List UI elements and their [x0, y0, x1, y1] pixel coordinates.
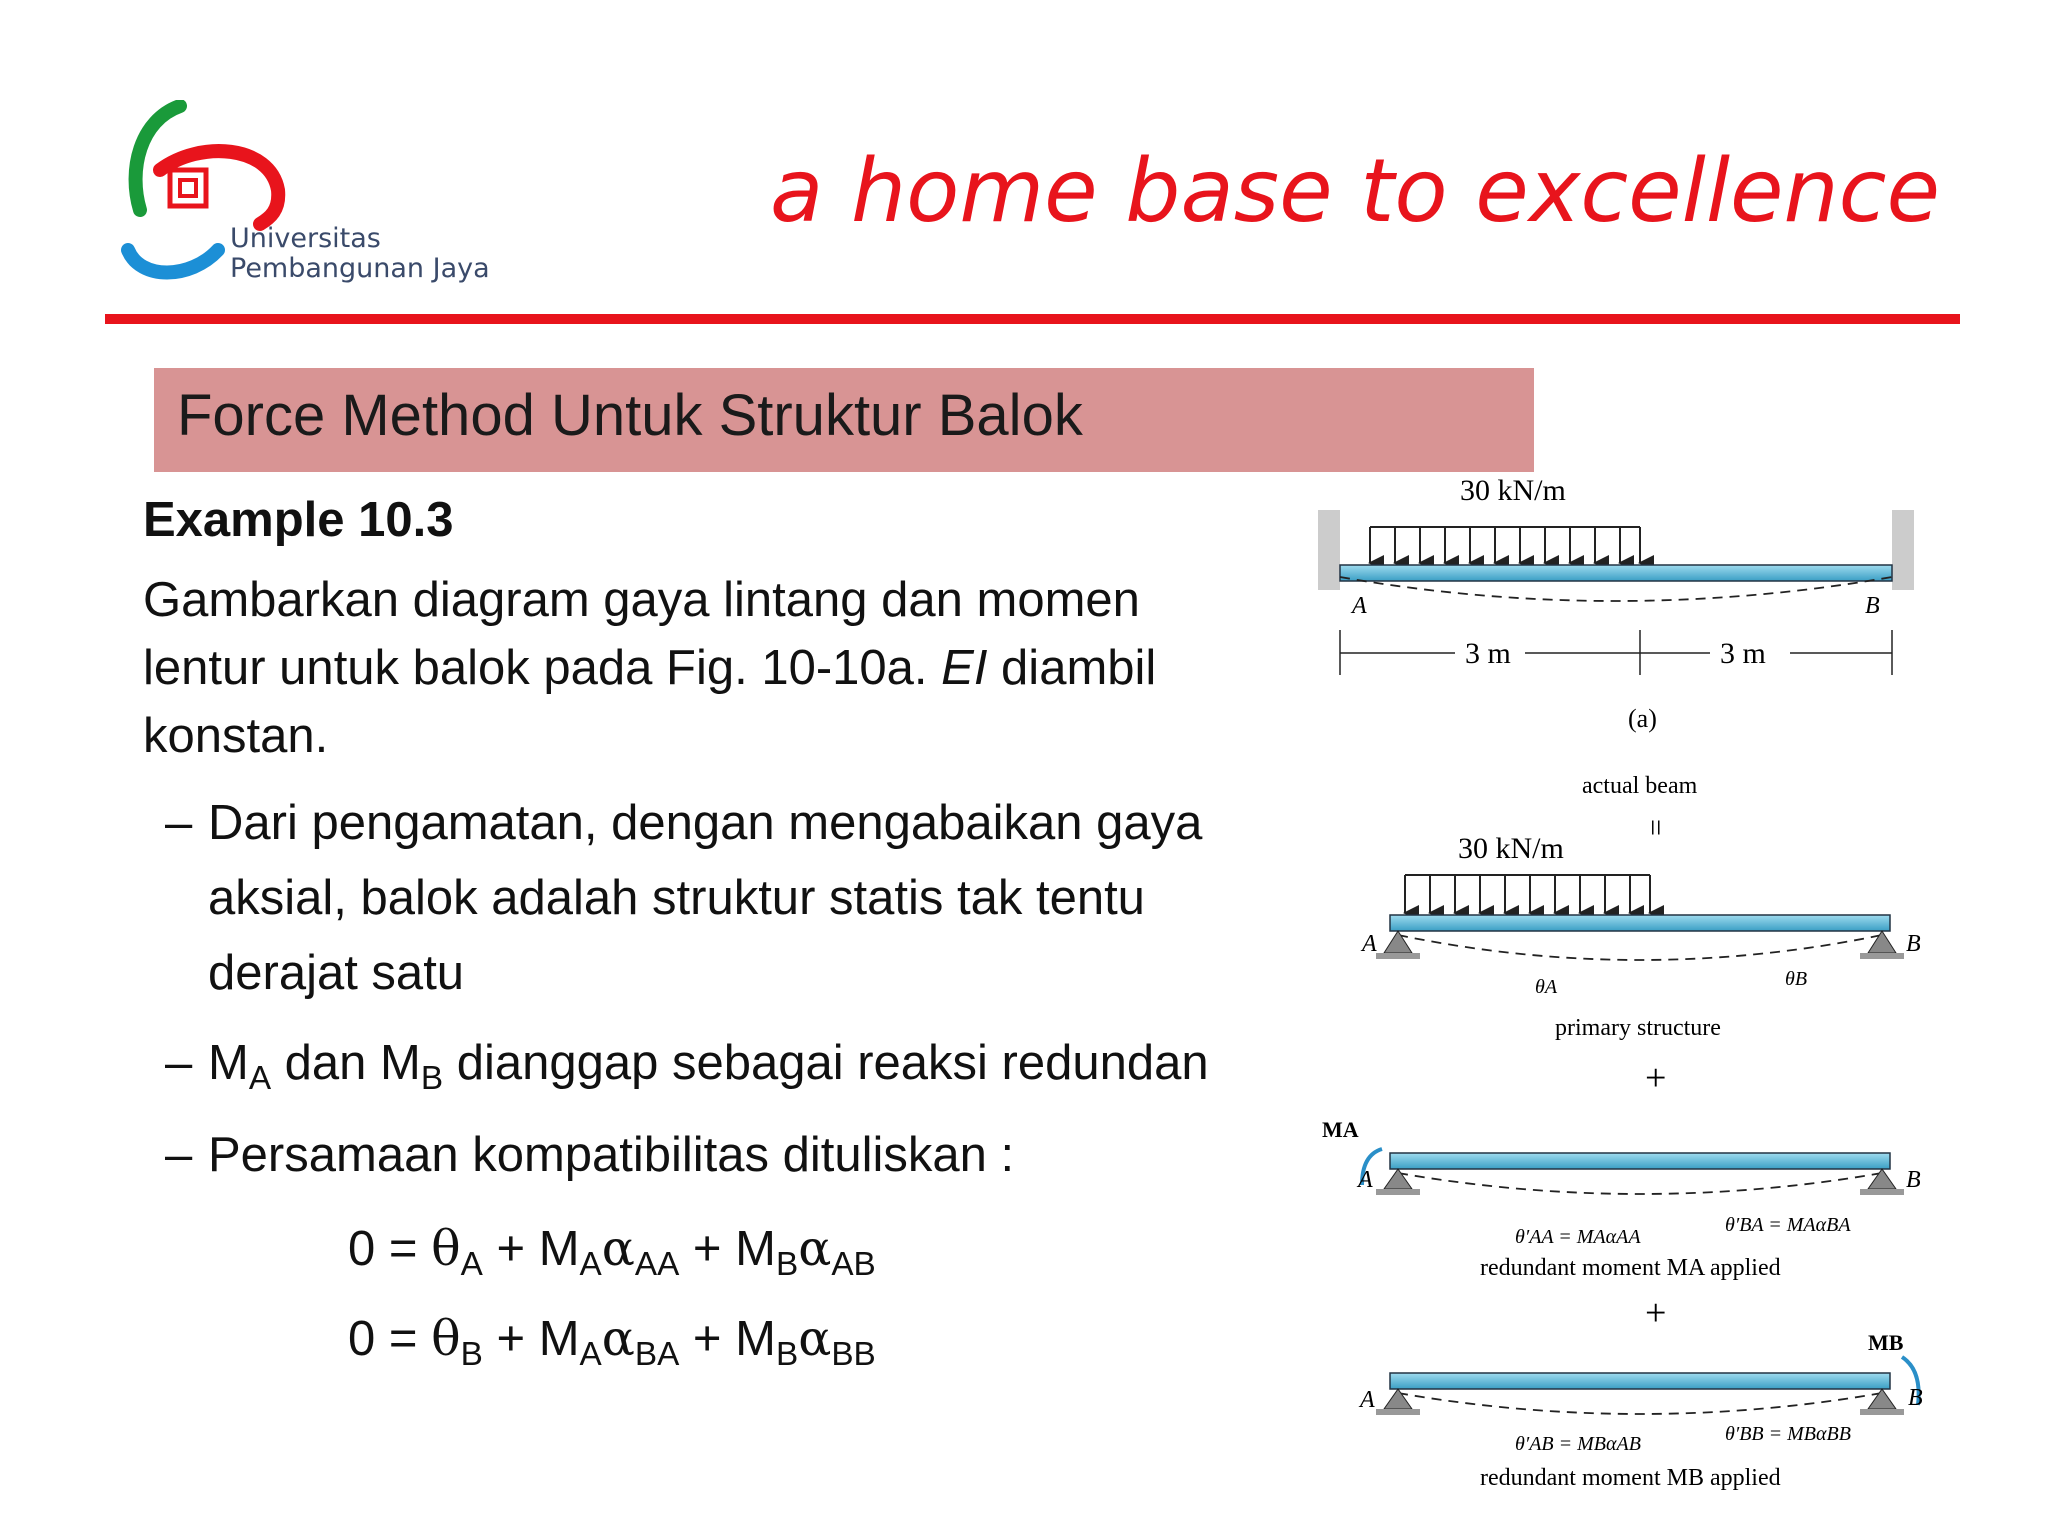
paragraph-ei: EI [941, 641, 988, 695]
eq2-term-1: + M [482, 1312, 580, 1366]
beam-figure [1310, 465, 1960, 1505]
equation-2 [348, 1310, 876, 1373]
roller-support-b [1860, 931, 1904, 959]
support-label-a4: A [1360, 1387, 1375, 1413]
ma-label: MA [1322, 1117, 1359, 1142]
fixed-wall-left [1318, 510, 1340, 590]
eq1-sub-5: AB [831, 1245, 876, 1283]
actual-beam-label: actual beam [1582, 773, 1698, 799]
equation-1 [348, 1220, 876, 1283]
tagline: a home base to excellence [770, 140, 1941, 242]
relation-aa: θ′AA = MAαAA [1515, 1226, 1641, 1248]
eq1-term-1: + M [482, 1222, 580, 1276]
bullet-2-mb: M [380, 1036, 421, 1090]
slide-title: Force Method Untuk Struktur Balok [177, 383, 1083, 448]
support-label-b1: B [1865, 593, 1880, 619]
bullet-2 [208, 1035, 1209, 1097]
eq1-sub-1: A [460, 1245, 483, 1283]
university-logo [120, 100, 520, 300]
eq2-alpha-1: α [601, 1310, 635, 1367]
example-heading: Example 10.3 [143, 493, 454, 547]
logo-line-2: Pembangunan Jaya [230, 253, 490, 284]
support-label-b4: B [1908, 1385, 1923, 1411]
span-left-label: 3 m [1465, 637, 1511, 670]
mb-label: MB [1868, 1330, 1904, 1355]
eq2-term-2: + M [679, 1312, 776, 1366]
theta-b-label: θB [1785, 968, 1808, 990]
eq2-lhs: 0 = [348, 1312, 432, 1366]
deflected-shape-primary [1398, 935, 1882, 960]
bullet-2-rest: dianggap sebagai reaksi redundan [443, 1036, 1209, 1090]
paragraph-line-1: Gambarkan diagram gaya lintang dan momen [143, 573, 1140, 627]
bullet-2-ma-sub: A [248, 1059, 272, 1097]
bullet-dash-3: – [165, 1128, 193, 1182]
pin-support-a-ma [1376, 1169, 1420, 1195]
support-label-a2: A [1362, 931, 1377, 957]
bullet-1-line-3: derajat satu [208, 946, 465, 1000]
plus-sign-1: + [1645, 1057, 1667, 1099]
support-label-a3: A [1358, 1167, 1373, 1193]
eq2-theta: θ [431, 1310, 461, 1367]
bullet-2-ma: M [208, 1036, 249, 1090]
bullet-2-mb-sub: B [420, 1059, 444, 1097]
eq2-sub-4: B [775, 1335, 799, 1373]
logo-line-1: Universitas [230, 223, 381, 254]
redundant-b-label: redundant moment MB applied [1480, 1465, 1781, 1491]
bullet-3: Persamaan kompatibilitas dituliskan : [208, 1128, 1015, 1182]
beam-figure-svg [1310, 465, 1960, 1505]
theta-a-label: θA [1535, 976, 1558, 998]
fixed-wall-right [1892, 510, 1914, 590]
bullet-1-line-1: Dari pengamatan, dengan mengabaikan gaya [208, 796, 1203, 850]
roller-support-b-ma [1860, 1169, 1904, 1195]
support-label-b2: B [1906, 931, 1921, 957]
deflected-shape-ma [1398, 1173, 1882, 1194]
primary-structure-label: primary structure [1555, 1015, 1721, 1041]
eq1-alpha-2: α [798, 1220, 832, 1277]
caption-a: (a) [1628, 704, 1657, 733]
paragraph-line-2 [143, 640, 1156, 696]
paragraph-line-2-pre: lentur untuk balok pada Fig. 10-10a. [143, 641, 942, 695]
load-label-primary: 30 kN/m [1458, 832, 1564, 865]
deflected-shape-mb [1398, 1393, 1882, 1414]
beam-a [1340, 565, 1892, 581]
eq1-sub-4: B [775, 1245, 799, 1283]
plus-sign-2: + [1645, 1292, 1667, 1334]
equals-sign: = [1639, 819, 1672, 836]
eq2-sub-3: BA [634, 1335, 680, 1373]
pin-support-a [1376, 931, 1420, 959]
beam-ma [1390, 1153, 1890, 1169]
bullet-2-dan: dan [271, 1036, 381, 1090]
load-label-a: 30 kN/m [1460, 474, 1566, 507]
eq1-sub-3: AA [634, 1245, 680, 1283]
eq1-theta: θ [431, 1220, 461, 1277]
pin-support-a-mb [1376, 1389, 1420, 1415]
relation-ba: θ′BA = MAαBA [1725, 1214, 1851, 1236]
bullet-1-line-2: aksial, balok adalah struktur statis tak tentu [208, 871, 1145, 925]
relation-ab: θ′AB = MBαAB [1515, 1433, 1641, 1455]
load-arrows-primary [1405, 875, 1650, 913]
header-divider [105, 314, 1960, 324]
eq1-sub-2: A [579, 1245, 602, 1283]
bullet-dash-2: – [165, 1036, 193, 1090]
support-label-b3: B [1906, 1167, 1921, 1193]
beam-primary [1390, 915, 1890, 931]
roller-support-b-mb [1860, 1389, 1904, 1415]
bullet-dash-1: – [165, 796, 193, 850]
span-right-label: 3 m [1720, 637, 1766, 670]
eq1-alpha-1: α [601, 1220, 635, 1277]
eq2-sub-2: A [579, 1335, 602, 1373]
load-arrows-a [1370, 527, 1640, 563]
eq1-term-2: + M [679, 1222, 776, 1276]
eq2-alpha-2: α [798, 1310, 832, 1367]
beam-mb [1390, 1373, 1890, 1389]
eq1-lhs: 0 = [348, 1222, 432, 1276]
eq2-sub-1: B [460, 1335, 483, 1373]
eq2-sub-5: BB [831, 1335, 876, 1373]
redundant-a-label: redundant moment MA applied [1480, 1255, 1781, 1281]
relation-bb: θ′BB = MBαBB [1725, 1423, 1851, 1445]
paragraph-line-3: konstan. [143, 709, 329, 763]
support-label-a1: A [1352, 593, 1367, 619]
paragraph-line-2-post: diambil [987, 641, 1157, 695]
